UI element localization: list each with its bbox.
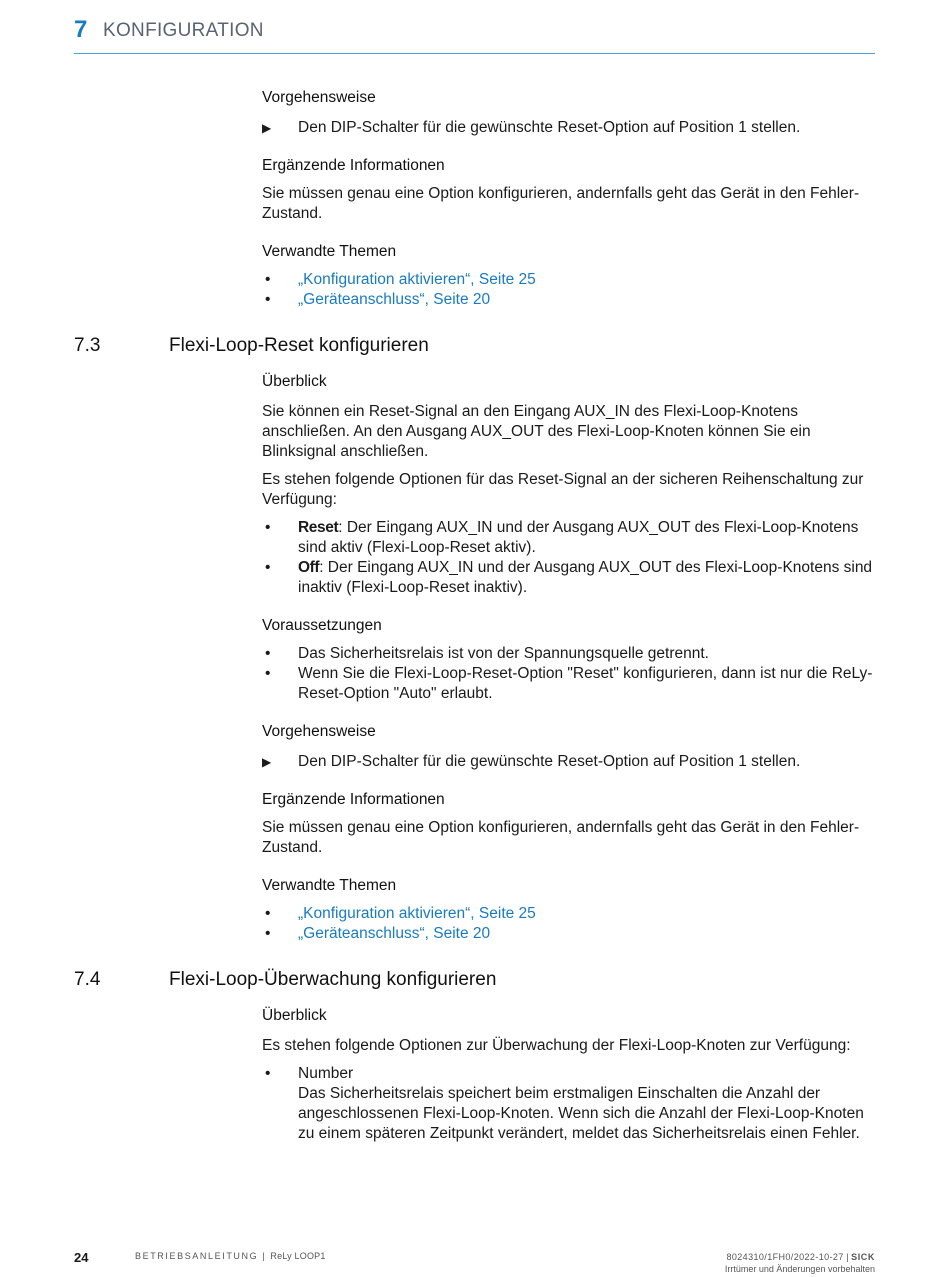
footer-right [725,1251,875,1275]
bullet-icon: • [265,291,271,308]
info-heading: Ergänzende Informationen [262,157,445,174]
procedure-step-text: Den DIP-Schalter für die gewünschte Reset-Option auf Position 1 stellen. [298,119,801,136]
related-links [262,904,875,944]
info-text: Sie müssen genau eine Option konfigurieren, andernfalls geht das Gerät in den Fehler-Zustand. [262,819,860,856]
option-text: : Der Eingang AUX_IN und der Ausgang AUX_OUT des Flexi-Loop-Knotens sind inaktiv (Flexi-Loop-Reset inaktiv). [298,559,873,596]
section-7-3-content [262,372,875,944]
option-term: Reset [298,519,339,536]
prereq-text: Wenn Sie die Flexi-Loop-Reset-Option "Reset" konfigurieren, dann ist nur die ReLy-Reset-Option "Auto" erlaubt. [298,665,873,702]
disclaimer: Irrtümer und Änderungen vorbehalten [724,1264,875,1274]
doc-code: 8024310/1FH0/2022-10-27 [726,1252,844,1262]
list-item[interactable] [262,924,875,944]
footer-separator: | [843,1252,852,1262]
list-item [262,644,875,664]
bullet-icon: • [265,519,271,536]
section-title: Flexi-Loop-Reset konfigurieren [169,335,429,356]
list-item[interactable] [262,270,875,290]
info-text: Sie müssen genau eine Option konfigurieren, andernfalls geht das Gerät in den Fehler-Zustand. [262,185,860,222]
bullet-icon: • [265,271,271,288]
list-item [262,518,875,558]
overview-heading: Überblick [262,373,327,390]
section-7-4-content [262,1006,875,1144]
option-term: Off [298,559,320,576]
bullet-icon: • [265,645,271,662]
option-text: : Der Eingang AUX_IN und der Ausgang AUX_OUT des Flexi-Loop-Knotens sind aktiv (Flexi-Loop-Reset aktiv). [298,519,859,556]
overview-heading: Überblick [262,1007,327,1024]
options-intro: Es stehen folgende Optionen für das Reset-Signal an der sicheren Reihenschaltung zur Verfügung: [262,471,864,508]
step-arrow-icon: ▶ [262,121,272,135]
footer-doc-title [135,1251,326,1261]
info-heading: Ergänzende Informationen [262,791,445,808]
procedure-step [262,752,875,772]
bullet-icon: • [265,905,271,922]
step-arrow-icon: ▶ [262,755,272,769]
related-heading: Verwandte Themen [262,877,397,894]
chapter-header [74,16,875,54]
procedure-step-text: Den DIP-Schalter für die gewünschte Reset-Option auf Position 1 stellen. [298,753,801,770]
chapter-title: KONFIGURATION [103,20,264,41]
options-list [262,518,875,598]
list-item [262,1064,875,1144]
list-item [262,664,875,704]
procedure-step [262,118,875,138]
bullet-icon: • [265,665,271,682]
related-link[interactable]: „Geräteanschluss“, Seite 20 [298,291,491,308]
footer-separator: | [258,1251,271,1261]
options-list [262,1064,875,1144]
list-item[interactable] [262,290,875,310]
doc-type: BETRIEBSANLEITUNG [135,1251,259,1261]
related-link[interactable]: „Konfiguration aktivieren“, Seite 25 [298,905,536,922]
prereq-list [262,644,875,704]
section-number: 7.3 [74,335,101,356]
block-a [262,88,875,310]
chapter-number: 7 [74,16,88,43]
prereq-heading: Voraussetzungen [262,617,382,634]
option-term: Number [298,1065,354,1082]
option-text: Das Sicherheitsrelais speichert beim erstmaligen Einschalten die Anzahl der angeschlossenen Flexi-Loop-Knoten. Wenn sich die Anzahl der Flexi-Loop-Knoten zu einem späteren Zeitpunkt verändert, meldet das Sicherheitsrelais einen Fehler. [298,1085,864,1142]
product-name: ReLy LOOP1 [270,1251,326,1261]
section-title: Flexi-Loop-Überwachung konfigurieren [169,969,497,990]
procedure-heading: Vorgehensweise [262,89,376,106]
bullet-icon: • [265,1065,271,1082]
related-link[interactable]: „Konfiguration aktivieren“, Seite 25 [298,271,536,288]
brand-name: SICK [851,1252,875,1262]
related-link[interactable]: „Geräteanschluss“, Seite 20 [298,925,491,942]
bullet-icon: • [265,925,271,942]
bullet-icon: • [265,559,271,576]
procedure-heading: Vorgehensweise [262,723,376,740]
page-number: 24 [74,1250,89,1265]
related-links [262,270,875,310]
list-item[interactable] [262,904,875,924]
overview-text: Es stehen folgende Optionen zur Überwachung der Flexi-Loop-Knoten zur Verfügung: [262,1037,851,1054]
related-heading: Verwandte Themen [262,243,397,260]
overview-text: Sie können ein Reset-Signal an den Eingang AUX_IN des Flexi-Loop-Knotens anschließen. An den Ausgang AUX_OUT des Flexi-Loop-Knoten können Sie ein Blinksignal anschließen. [262,403,811,460]
section-number: 7.4 [74,969,101,990]
prereq-text: Das Sicherheitsrelais ist von der Spannungsquelle getrennt. [298,645,709,662]
list-item [262,558,875,598]
